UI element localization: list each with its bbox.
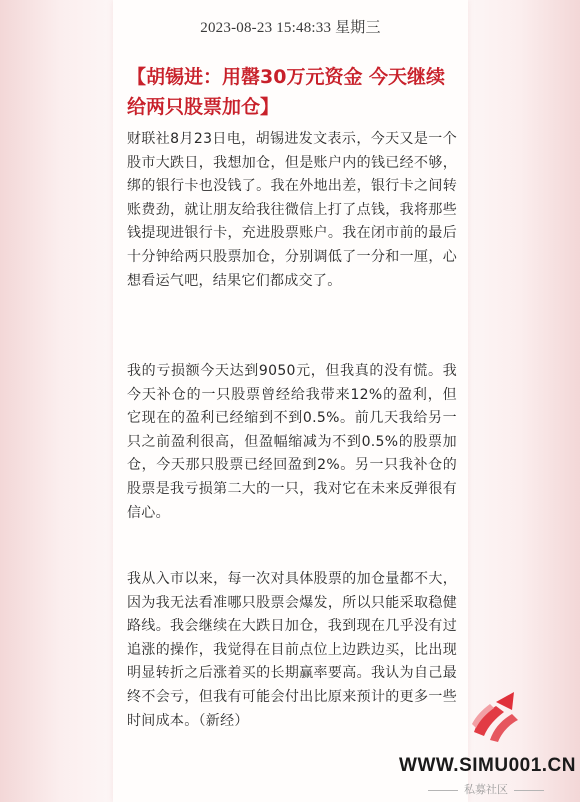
article-paragraph: 我从入市以来，每一次对具体股票的加仓量都不大，因为我无法看准哪只股票会爆发，所以只能采取稳健路线。我会继续在大跌日加仓，我到现在几乎没有过追涨的操作，我觉得在目前点位上边跌边买，比出现明显转折之后涨着买的长期赢率要高。我认为自己最终不会亏，但我有可能会付出比原来预计的更多一些时间成本。（新经）: [127, 571, 457, 729]
watermark-logo-icon: [468, 684, 528, 750]
article-paragraph: 财联社8月23日电，胡锡进发文表示，今天又是一个股市大跌日，我想加仓，但是账户内的钱已经不够，绑的银行卡也没钱了。我在外地出差，银行卡之间转账费劲，就让朋友给我往微信上打了点钱，我将那些钱提现进银行卡，充进股票账户。我在闭市前的最后十分钟给两只股票加仓，分别调低了一分和一厘，心想看运气吧，结果它们都成交了。: [127, 131, 457, 289]
watermark-url: WWW.SIMU001.CN: [399, 755, 576, 776]
article-date: 2023-08-23 15:48:33 星期三: [200, 20, 381, 36]
article-title: 【胡锡进：用罄30万元资金 今天继续给两只股票加仓】: [127, 66, 446, 118]
watermark-subtitle: 私募社区: [396, 781, 576, 797]
article-paragraph: 我的亏损额今天达到9050元，但我真的没有慌。我今天补仓的一只股票曾经给我带来12%的盈利，但它现在的盈利已经缩到不到0.5%。前几天我给另一只之前盈利很高，但盈幅缩减为不到0.5%的股票加仓，今天那只股票已经回盈到2%。另一只我补仓的股票是我亏损第二大的一只，我对它在未来反弹很有信心。: [127, 363, 457, 521]
